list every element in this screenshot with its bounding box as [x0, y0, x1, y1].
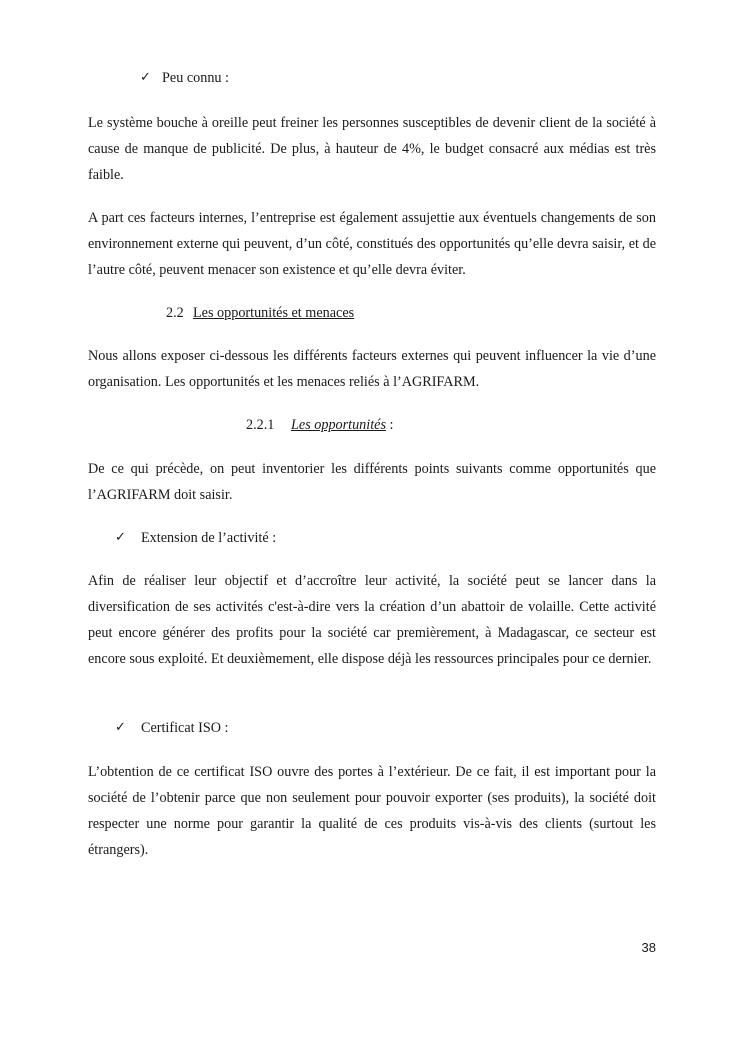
section-suffix: :: [385, 417, 394, 433]
page-number: 38: [641, 940, 656, 955]
paragraph-extension: Afin de réaliser leur objectif et d’accroître leur activité, la société peut se lancer dans la diversification de ses activités c'est-à-dire vers la création d’un abattoir de volaille. Cette activité peut encore générer des profits pour la société car premièrement, à Madagascar, ce secteur est encore sous exploité. Et deuxièmement, elle dispose déjà les ressources principales pour ce dernier.: [88, 573, 656, 667]
paragraph-facteurs-externes: A part ces facteurs internes, l’entreprise est également assujettie aux éventuels changements de son environnement externe qui peuvent, d’un côté, constitués des opportunités qu’elle devra saisir, et de l’autre côté, peuvent menacer son existence et qu’elle devra éviter.: [88, 210, 656, 278]
bullet-label: Peu connu :: [162, 70, 229, 86]
paragraph-bouche-oreille: Le système bouche à oreille peut freiner les personnes susceptibles de devenir client de la société à cause de manque de publicité. De plus, à hauteur de 4%, le budget consacré aux médias est très faible.: [88, 115, 656, 183]
section-heading-2-2: [166, 303, 354, 323]
bullet-label: Certificat ISO :: [141, 720, 229, 736]
paragraph-certificat-iso: L’obtention de ce certificat ISO ouvre des portes à l’extérieur. De ce fait, il est important pour la société de l’obtenir parce que non seulement pour pouvoir exporter (ses produits), la société doit respecter une norme pour garantir la qualité de ces produits vis-à-vis des clients (surtout les étrangers).: [88, 764, 656, 858]
paragraph-inventorier: De ce qui précède, on peut inventorier les différents points suivants comme opportunités que l’AGRIFARM doit saisir.: [88, 461, 656, 503]
section-number: 2.2: [166, 305, 184, 321]
paragraph-exposer: Nous allons exposer ci-dessous les différents facteurs externes qui peuvent influencer la vie d’une organisation. Les opportunités et les menaces reliés à l’AGRIFARM.: [88, 348, 656, 390]
section-title: Les opportunités et menaces: [193, 305, 355, 321]
section-heading-2-2-1: [246, 415, 393, 435]
bullet-label: Extension de l’activité :: [141, 530, 277, 546]
bullet-extension: [115, 528, 276, 548]
bullet-certificat-iso: [115, 718, 228, 738]
bullet-peu-connu: [140, 68, 229, 88]
checkmark-icon: ✓: [115, 720, 126, 735]
section-title: Les opportunités: [291, 417, 386, 433]
checkmark-icon: ✓: [140, 70, 151, 85]
checkmark-icon: ✓: [115, 530, 126, 545]
section-number: 2.2.1: [246, 417, 275, 433]
